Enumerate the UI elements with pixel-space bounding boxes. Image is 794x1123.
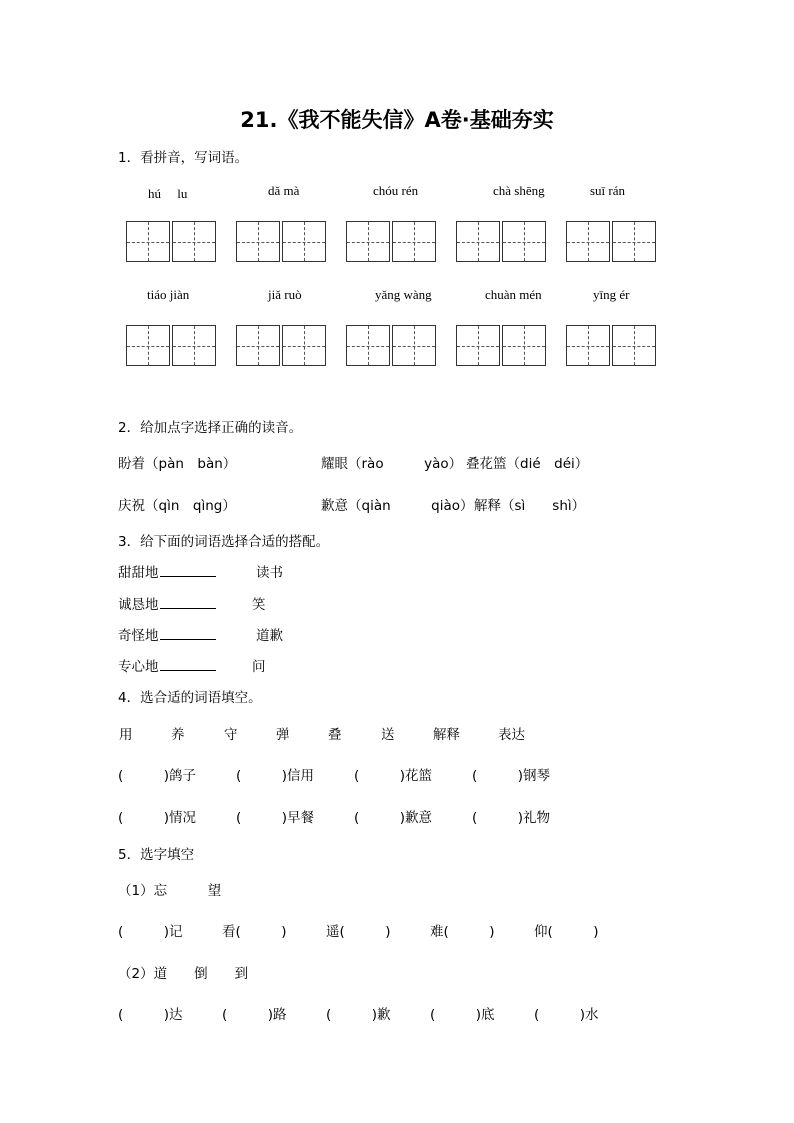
tian-cell[interactable] (566, 221, 610, 262)
word-option: 弹 (276, 727, 290, 743)
word-option: 送 (381, 727, 395, 743)
match-word: 诚恳地 (118, 597, 159, 613)
fill-item[interactable]: ( )钢琴 (472, 768, 551, 784)
fill-item[interactable]: ( )早餐 (236, 810, 315, 826)
tian-cell[interactable] (612, 221, 656, 262)
fill-item[interactable]: 遥( ) (326, 924, 391, 940)
fill-item[interactable]: ( )礼物 (472, 810, 551, 826)
word-option: 叠 (328, 727, 342, 743)
pinyin-label: chóu rén (373, 183, 419, 198)
fill-item[interactable]: ( )路 (222, 1007, 287, 1023)
fill-item[interactable]: ( )信用 (236, 768, 315, 784)
writing-grid[interactable] (566, 325, 656, 366)
writing-grid[interactable] (456, 221, 546, 262)
match-left (118, 655, 216, 675)
char-group-label: （1）忘 望 (118, 883, 222, 899)
match-left (118, 561, 216, 581)
match-word: 奇怪地 (118, 628, 159, 644)
pinyin-label: tiáo jiàn (147, 287, 190, 302)
pinyin-label: yīng ér (593, 287, 630, 302)
pinyin-label: chuàn mén (485, 287, 542, 302)
pinyin-label: suī rán (590, 183, 626, 198)
tian-cell[interactable] (502, 325, 546, 366)
match-right: 笑 (252, 597, 266, 613)
q3-heading: 3．给下面的词语选择合适的搭配。 (118, 534, 330, 550)
tian-cell[interactable] (126, 221, 170, 262)
tian-cell[interactable] (172, 325, 216, 366)
match-right: 问 (252, 659, 266, 675)
q1-heading: 1．看拼音，写词语。 (118, 150, 249, 166)
q5-heading: 5．选字填空 (118, 847, 195, 863)
tian-cell[interactable] (282, 325, 326, 366)
word-option: 解释 (433, 727, 460, 743)
writing-grid[interactable] (346, 221, 436, 262)
pinyin-label: yǎng wàng (375, 287, 432, 302)
pinyin-label: hú lu (148, 186, 188, 201)
match-word: 甜甜地 (118, 565, 159, 581)
page-title: 21.《我不能失信》A卷·基础夯实 (240, 108, 554, 132)
answer-blank[interactable] (160, 627, 216, 640)
reading-choice: 盼着（pàn bàn） (118, 456, 237, 472)
tian-cell[interactable] (282, 221, 326, 262)
answer-blank[interactable] (160, 564, 216, 577)
tian-cell[interactable] (126, 325, 170, 366)
word-option: 守 (224, 727, 238, 743)
tian-cell[interactable] (346, 221, 390, 262)
tian-cell[interactable] (346, 325, 390, 366)
tian-cell[interactable] (236, 325, 280, 366)
fill-item[interactable]: ( )水 (534, 1007, 599, 1023)
writing-grid[interactable] (346, 325, 436, 366)
tian-cell[interactable] (172, 221, 216, 262)
writing-grid[interactable] (126, 325, 216, 366)
match-word: 专心地 (118, 659, 159, 675)
reading-choice: 解释（sì shì） (474, 498, 586, 514)
fill-item[interactable]: ( )歉 (326, 1007, 391, 1023)
tian-cell[interactable] (456, 325, 500, 366)
writing-grid[interactable] (236, 325, 326, 366)
answer-blank[interactable] (160, 658, 216, 671)
match-right: 读书 (256, 565, 283, 581)
reading-choice: 庆祝（qìn qìng） (118, 498, 236, 514)
word-option: 养 (171, 727, 185, 743)
tian-cell[interactable] (392, 221, 436, 262)
writing-grid[interactable] (126, 221, 216, 262)
writing-grid[interactable] (236, 221, 326, 262)
fill-item[interactable]: 看( ) (222, 924, 287, 940)
tian-cell[interactable] (236, 221, 280, 262)
reading-choice: 歉意（qiàn qiào） (321, 498, 474, 514)
writing-grid[interactable] (566, 221, 656, 262)
answer-blank[interactable] (160, 596, 216, 609)
fill-item[interactable]: ( )歉意 (354, 810, 433, 826)
fill-item[interactable]: ( )花篮 (354, 768, 433, 784)
reading-choice: 叠花篮（dié déi） (466, 456, 589, 472)
match-left (118, 624, 216, 644)
q4-heading: 4．选合适的词语填空。 (118, 690, 262, 706)
pinyin-label: dǎ mà (268, 183, 300, 198)
writing-grid[interactable] (456, 325, 546, 366)
pinyin-label: chà shēng (493, 183, 545, 198)
fill-item[interactable]: 仰( ) (534, 924, 599, 940)
fill-item[interactable]: 难( ) (430, 924, 495, 940)
word-option: 用 (119, 727, 133, 743)
pinyin-label: jiǎ ruò (268, 287, 302, 302)
match-right: 道歉 (256, 628, 283, 644)
match-left (118, 593, 216, 613)
tian-cell[interactable] (566, 325, 610, 366)
tian-cell[interactable] (456, 221, 500, 262)
fill-item[interactable]: ( )鸽子 (118, 768, 197, 784)
fill-item[interactable]: ( )达 (118, 1007, 183, 1023)
fill-item[interactable]: ( )情况 (118, 810, 197, 826)
fill-item[interactable]: ( )底 (430, 1007, 495, 1023)
reading-choice: 耀眼（rào yào） (321, 456, 463, 472)
tian-cell[interactable] (502, 221, 546, 262)
tian-cell[interactable] (392, 325, 436, 366)
char-group-label: （2）道 倒 到 (118, 966, 249, 982)
word-option: 表达 (498, 727, 525, 743)
fill-item[interactable]: ( )记 (118, 924, 183, 940)
q2-heading: 2．给加点字选择正确的读音。 (118, 420, 303, 436)
tian-cell[interactable] (612, 325, 656, 366)
